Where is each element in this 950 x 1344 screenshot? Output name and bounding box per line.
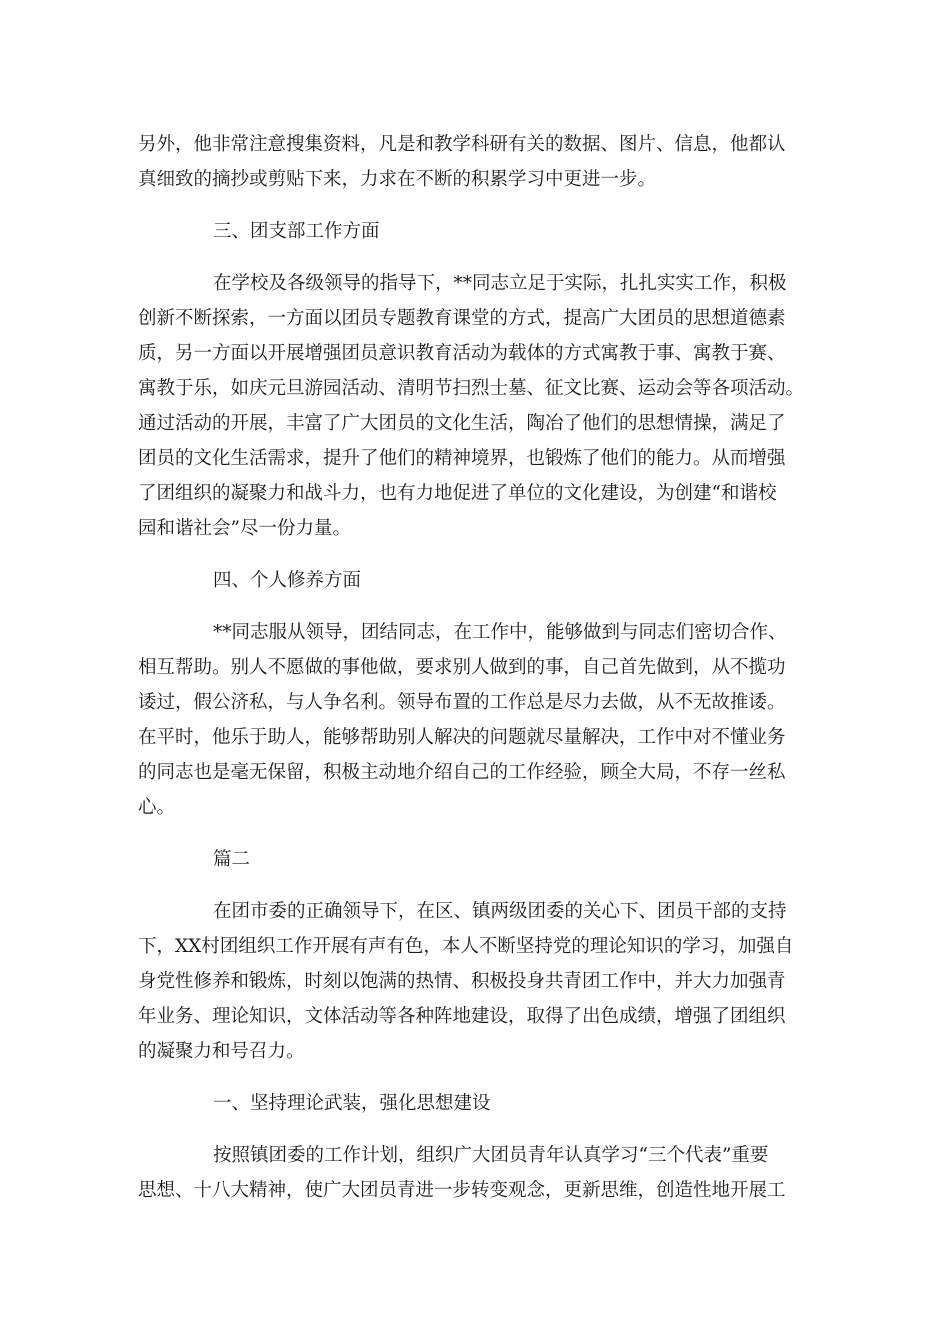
text-line: 的凝聚力和号召力。 <box>138 1041 305 1062</box>
text-line: 真细致的摘抄或剪贴下来，力求在不断的积累学习中更进一步。 <box>138 169 657 190</box>
text-line: 在学校及各级领导的指导下，**同志立足于实际，扎扎实实工作，积极 <box>213 273 787 294</box>
text-line: 质，另一方面以开展增强团员意识教育活动为载体的方式寓教于事、寓教于赛、 <box>138 343 786 364</box>
text-line: 相互帮助。别人不愿做的事他做，要求别人做到的事，自己首先做到，从不揽功 <box>138 657 786 678</box>
text-line: 另外，他非常注意搜集资料，凡是和教学科研有关的数据、图片、信息，他都认 <box>138 134 786 155</box>
text-line: 年业务、理论知识，文体活动等各种阵地建设，取得了出色成绩，增强了团组织 <box>138 1006 786 1027</box>
text-line: 通过活动的开展，丰富了广大团员的文化生活，陶冶了他们的思想情操，满足了 <box>138 413 786 434</box>
text-line: 创新不断探索，一方面以团员专题教育课堂的方式，提高广大团员的思想道德素 <box>138 308 786 329</box>
text-line: 诿过，假公济私，与人争名利。领导布置的工作总是尽力去做，从不无故推诿。 <box>138 692 786 713</box>
text-line: 下，XX村团组织工作开展有声有色，本人不断坚持党的理论知识的学习，加强自 <box>138 936 794 957</box>
heading-text: 三、团支部工作方面 <box>213 221 380 242</box>
text-line: 了团组织的凝聚力和战斗力，也有力地促进了单位的文化建设，为创建“和谐校 <box>138 483 777 504</box>
text-line: 身党性修养和锻炼，时刻以饱满的热情、积极投身共青团工作中，并大力加强青 <box>138 971 786 992</box>
paragraph-continuation <box>138 127 818 197</box>
text-line: 思想、十八大精神，使广大团员青进一步转变观念，更新思维，创造性地开展工 <box>138 1180 786 1201</box>
heading-text: 篇二 <box>213 849 251 870</box>
paragraph-theory <box>138 1138 818 1208</box>
text-line: 的同志也是毫无保留，积极主动地介绍自己的工作经验，顾全大局，不存一丝私 <box>138 762 786 783</box>
text-line: 团员的文化生活需求，提升了他们的精神境界，也锻炼了他们的能力。从而增强 <box>138 448 786 469</box>
paragraph-personal-cultivation <box>138 615 818 825</box>
paragraph-league-branch <box>138 266 818 546</box>
chapter-heading <box>138 842 818 877</box>
text-line: 在平时，他乐于助人，能够帮助别人解决的问题就尽量解决，工作中对不懂业务 <box>138 727 786 748</box>
document-page <box>138 127 818 1208</box>
section-heading-4 <box>138 563 818 598</box>
paragraph-intro <box>138 894 818 1069</box>
text-line: 园和谐社会”尽一份力量。 <box>138 518 351 539</box>
text-line: **同志服从领导，团结同志，在工作中，能够做到与同志们密切合作、 <box>213 622 787 643</box>
section-heading-3 <box>138 214 818 249</box>
text-line: 在团市委的正确领导下，在区、镇两级团委的关心下、团员干部的支持 <box>213 901 787 922</box>
heading-text: 一、坚持理论武装，强化思想建设 <box>213 1093 491 1114</box>
text-line: 寓教于乐，如庆元旦游园活动、清明节扫烈士墓、征文比赛、运动会等各项活动。 <box>138 378 805 399</box>
text-line: 心。 <box>138 797 176 818</box>
section-heading-1 <box>138 1086 818 1121</box>
text-line: 按照镇团委的工作计划，组织广大团员青年认真学习“三个代表”重要 <box>213 1145 769 1166</box>
heading-text: 四、个人修养方面 <box>213 570 362 591</box>
